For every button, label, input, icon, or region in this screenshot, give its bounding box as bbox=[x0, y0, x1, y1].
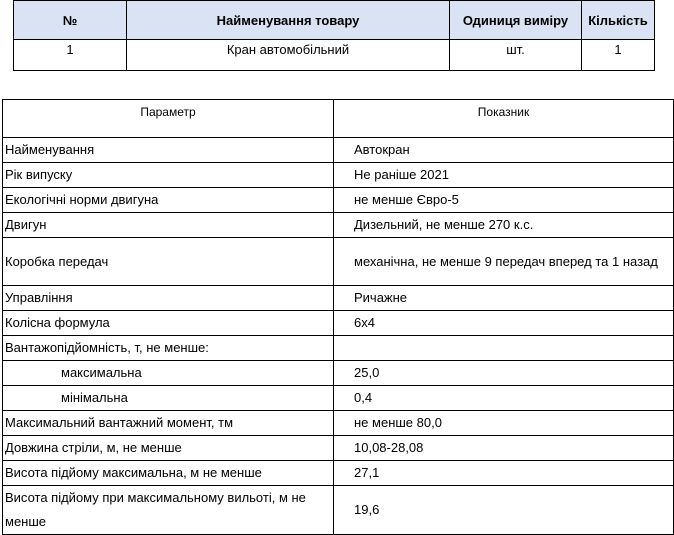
param-value: Автокран bbox=[334, 138, 674, 163]
param-value: 27,1 bbox=[334, 461, 674, 486]
cell-unit: шт. bbox=[450, 40, 582, 71]
table-row bbox=[3, 411, 674, 436]
param-name: Коробка передач bbox=[3, 238, 334, 286]
cell-product-name: Кран автомобільний bbox=[127, 40, 450, 71]
param-value: 10,08-28,08 bbox=[334, 436, 674, 461]
header-number: № bbox=[14, 1, 127, 40]
param-value: 0,4 bbox=[334, 386, 674, 411]
param-name: Висота підйому при максимальному вильоті, м не менше bbox=[3, 486, 334, 535]
table-row bbox=[3, 436, 674, 461]
table-row bbox=[3, 138, 674, 163]
param-value: механічна, не менше 9 передач вперед та 1 назад bbox=[334, 238, 674, 286]
param-name: Управління bbox=[3, 286, 334, 311]
table-row bbox=[3, 188, 674, 213]
param-name: Довжина стріли, м, не менше bbox=[3, 436, 334, 461]
table-row bbox=[3, 286, 674, 311]
spec-table-header-row bbox=[3, 100, 674, 138]
param-name: мінімальна bbox=[3, 386, 334, 411]
cell-quantity: 1 bbox=[582, 40, 655, 71]
table-row bbox=[3, 238, 674, 286]
param-value: не менше 80,0 bbox=[334, 411, 674, 436]
param-name: Двигун bbox=[3, 213, 334, 238]
table-row bbox=[3, 163, 674, 188]
param-value: Ричажне bbox=[334, 286, 674, 311]
table-row bbox=[3, 213, 674, 238]
table-row bbox=[3, 461, 674, 486]
table-row bbox=[3, 361, 674, 386]
param-value: Не раніше 2021 bbox=[334, 163, 674, 188]
param-value: не менше Євро-5 bbox=[334, 188, 674, 213]
product-table-header-row bbox=[14, 1, 655, 40]
header-product-name: Найменування товару bbox=[127, 1, 450, 40]
param-value: 25,0 bbox=[334, 361, 674, 386]
param-value bbox=[334, 336, 674, 361]
param-value: 6х4 bbox=[334, 311, 674, 336]
table-row bbox=[3, 386, 674, 411]
product-table bbox=[13, 0, 655, 71]
cell-number: 1 bbox=[14, 40, 127, 71]
param-name: Висота підйому максимальна, м не менше bbox=[3, 461, 334, 486]
header-quantity: Кількість bbox=[582, 1, 655, 40]
param-value: 19,6 bbox=[334, 486, 674, 535]
param-name: Колісна формула bbox=[3, 311, 334, 336]
table-row bbox=[3, 336, 674, 361]
table-row bbox=[14, 40, 655, 71]
param-name: Найменування bbox=[3, 138, 334, 163]
spec-table bbox=[2, 99, 674, 535]
header-parameter: Параметр bbox=[3, 100, 334, 138]
param-name: Рік випуску bbox=[3, 163, 334, 188]
param-name: максимальна bbox=[3, 361, 334, 386]
param-value: Дизельний, не менше 270 к.с. bbox=[334, 213, 674, 238]
header-value: Показник bbox=[334, 100, 674, 138]
table-row bbox=[3, 486, 674, 535]
header-unit: Одиниця виміру bbox=[450, 1, 582, 40]
param-name: Вантажопідйомність, т, не менше: bbox=[3, 336, 334, 361]
param-name: Максимальний вантажний момент, тм bbox=[3, 411, 334, 436]
param-name: Екологічні норми двигуна bbox=[3, 188, 334, 213]
table-row bbox=[3, 311, 674, 336]
